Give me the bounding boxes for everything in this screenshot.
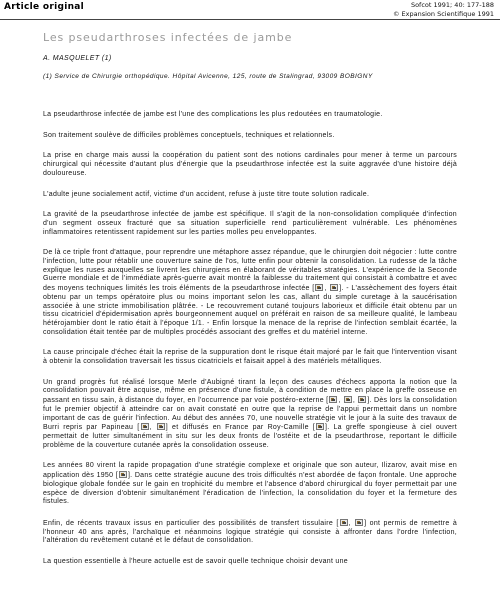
- paragraph-10-text-b: ] ont permis de remettre à l'honneur 40 ans après, l'archaïque et néanmoins logique stratégie qui consiste à affronter dans l'ordre l'infection, l'altération du revêtement cutané et le défaut de consolidation.: [43, 519, 458, 545]
- paragraph-4: L'adulte jeune socialement actif, victime d'un accident, refuse à juste titre toute solution radicale.: [43, 190, 370, 198]
- paragraph-8-text-d: ]. La greffe spongieuse à ciel ouvert permettait de lutter simultanément in situ sur les deux fronts de l'ostéite et de la pseudarthrose, reportant le difficile problème de la couverture cutanée après la consolidation osseuse.: [43, 424, 457, 449]
- reference-link-icon[interactable]: [316, 423, 324, 430]
- paragraph-9-text-b: ]. Dans cette stratégie aucune des trois difficultés n'est abordée de façon frontale. Une approche biologique globale fondée sur le gain en trophicité du membre et l'absence d'abord chirurgical du foyer permettait par une espèce de diversion d'obtenir simultanément l'éradication de l'infection, la consolidation du foyer et la fermeture des fistules.: [43, 472, 457, 506]
- reference-link-icon[interactable]: [119, 471, 127, 478]
- article-title: Les pseudarthroses infectées de jambe: [43, 31, 293, 44]
- paragraph-8-text-a: Un grand progrès fut réalisé lorsque Merle d'Aubigné tirant la leçon des causes d'échecs apporta la notion que la consolidation pouvait être acquise, même en présence d'une fistule, à condition de mettre en place la greffe osseuse en passant en tissu sain, à distance du foyer, en l'occurrence par voie postéro-externe [: [43, 378, 457, 405]
- article-author: A. MASQUELET (1): [43, 55, 112, 62]
- reference-link-icon[interactable]: [344, 396, 352, 403]
- citation-block: [393, 1, 494, 18]
- document-type-label: Article original: [4, 2, 85, 12]
- citation-journal: Sofcot 1991; 40: 177-188: [410, 1, 494, 9]
- reference-link-icon[interactable]: [329, 396, 337, 403]
- paragraph-8-text-b: ]. Dès lors la consolidation fut le premier objectif à atteindre car on avait constaté en outre que la reprise de l'appui permettait dans un nombre important de cas de guérir l'infection. Au début des années 70, une nouvelle stratégie vit le jour à la suite des travaux de Burri repris par Papineau [: [43, 397, 457, 432]
- reference-link-icon[interactable]: [330, 284, 338, 291]
- paragraph-9: [43, 462, 457, 507]
- paragraph-9-text-a: Les années 80 virent la rapide propagation d'une stratégie complexe et originale que son auteur, Ilizarov, avait mise en application dès 1950 [: [43, 462, 457, 480]
- citation-copyright: © Expansion Scientifique 1991: [392, 9, 494, 18]
- reference-link-icon[interactable]: [141, 423, 149, 430]
- paragraph-8: Un grand progrès fut réalisé lorsque Merle d'Aubigné tirant la leçon des causes d'échecs apporta la notion que la consolidation pouvait être acquise, même en présence d'une fistule, à condition de mettre en place la greffe osseuse en passant en tissu sain, à distance du foyer, en l'occurrence par voie postéro-externe [ , , ]. Dès lors la consolidation fut le premier objectif à atteindre car on avait constaté en outre que la reprise de l'appui permettait dans un nombre important de cas de guérir l'infection. Au début des années 70, une nouvelle stratégie vit le jour à la suite des travaux de Burri repris par Papineau [ , ] et diffusés en France par Roy-Camille [ ]. La greffe spongieuse à ciel ouvert permettait de lutter simultanément in situ sur les deux fronts de l'ostéite et de la pseudarthrose, reportant le difficile problème de la couverture cutanée après la consolidation osseuse.: [43, 378, 457, 449]
- author-affiliation: (1) Service de Chirurgie orthopédique. Hôpital Avicenne, 125, route de Stalingrad, 93009 BOBIGNY: [43, 73, 373, 80]
- paragraph-10-text-a: Enfin, de récents travaux issus en particulier des possibilités de transfert tissulaire [: [43, 519, 339, 527]
- reference-link-icon[interactable]: [157, 423, 165, 430]
- article-body: [43, 111, 457, 579]
- paragraph-5: La gravité de la pseudarthrose infectée de jambe est spécifique. Il s'agit de la non-consolidation compliquée d'infection d'un segment osseux fracturé que sa situation superficielle rend particulièrement vulnérable. Les phénomènes inflammatoires retentissent rapidement sur les parties molles peu enveloppantes.: [43, 211, 457, 236]
- paragraph-6-text-a: De là ce triple front d'attaque, pour reprendre une métaphore assez répandue, que le chirurgien doit négocier : lutte contre l'infection, lutte pour rétablir une couverture saine de l'os, lutte enfin pour obtenir la consolidation. La rudesse de la tâche explique les ruses auxquelles se livrent les chirurgiens en élaborant de véritables stratégies. L'expérience de la Seconde Guerre mondiale et de l'immédiate après-guerre avait montré la faiblesse du traitement qui consistait à combattre et avec des moyens techniques limités les trois éléments de la pseudarthrose infectée [: [43, 249, 457, 293]
- paragraph-10: Enfin, de récents travaux issus en particulier des possibilités de transfert tissulaire [ , ] ont permis de remettre à l'honneur 40 ans après, l'archaïque et néanmoins logique stratégie qui consiste à affronter dans l'ordre l'infection, l'altération du revêtement cutané et le défaut de consolidation.: [43, 519, 458, 545]
- paragraph-8-text-c: ] et diffusés en France par Roy-Camille [: [165, 424, 316, 432]
- paragraph-1: La pseudarthrose infectée de jambe est l'une des complications les plus redoutées en traumatologie.: [43, 111, 383, 118]
- paragraph-2: Son traitement soulève de difficiles problèmes conceptuels, techniques et relationnels.: [43, 131, 335, 139]
- paragraph-6: De là ce triple front d'attaque, pour reprendre une métaphore assez répandue, que le chirurgien doit négocier : lutte contre l'infection, lutte pour rétablir une couverture saine de l'os, lutte enfin pour obtenir la consolidation. La rudesse de la tâche explique les ruses auxquelles se livrent les chirurgiens en élaborant de véritables stratégies. L'expérience de la Seconde Guerre mondiale et de l'immédiate après-guerre avait montré la faiblesse du traitement qui consistait à combattre et avec des moyens techniques limités les trois éléments de la pseudarthrose infectée [ , ]. - L'assèchement des foyers était obtenu par un temps opératoire plus ou moins important selon les cas, allant du simple curetage à la saucérisation associée à une stricte immobilisation plâtrée. - Le recouvrement cutané toujours laborieux et difficile était obtenu par un tissu cicatriciel d'épidermisation après bourgeonnement auquel on préférait en raison de sa meilleure qualité, le lambeau hétérojambier dont le ratio était à l'époque 1/1. - Enfin lorsque la menace de la reprise de l'infection semblait écartée, la consolidation était tentée par de multiples procédés associant des greffes et du matériel interne.: [43, 249, 457, 336]
- reference-link-icon[interactable]: [358, 396, 366, 403]
- reference-link-icon[interactable]: [340, 519, 348, 526]
- paragraph-6-text-b: ]. - L'assèchement des foyers était obtenu par un temps opératoire plus ou moins important selon les cas, allant du simple curetage à la saucérisation associée à une stricte immobilisation plâtrée. - Le recouvrement cutané toujours laborieux et difficile était obtenu par un tissu cicatriciel d'épidermisation après bourgeonnement auquel on préférait en raison de sa meilleure qualité, le lambeau hétérojambier dont le ratio était à l'époque 1/1. - Enfin lorsque la menace de la reprise de l'infection semblait écartée, la consolidation était tentée par de multiples procédés associant des greffes et du matériel interne.: [43, 285, 457, 336]
- header-divider: [0, 19, 500, 20]
- header-bar: [0, 0, 500, 20]
- reference-link-icon[interactable]: [315, 284, 323, 291]
- reference-link-icon[interactable]: [355, 519, 363, 526]
- paragraph-11: La question essentielle à l'heure actuelle est de savoir quelle technique choisir devant une: [43, 558, 348, 566]
- paragraph-7: La cause principale d'échec était la reprise de la suppuration dont le risque était majoré par le fait que l'intervention visant à obtenir la consolidation traversait les tissus cicatriciels et faisait appel à des matériels métalliques.: [43, 349, 457, 366]
- paragraph-3: La prise en charge mais aussi la coopération du patient sont des notions cardinales pour mener à terme un parcours chirurgical qui nécessite d'autant plus d'énergie que la pseudarthrose infectée est la suite aggravée d'une histoire déjà douloureuse.: [43, 152, 457, 177]
